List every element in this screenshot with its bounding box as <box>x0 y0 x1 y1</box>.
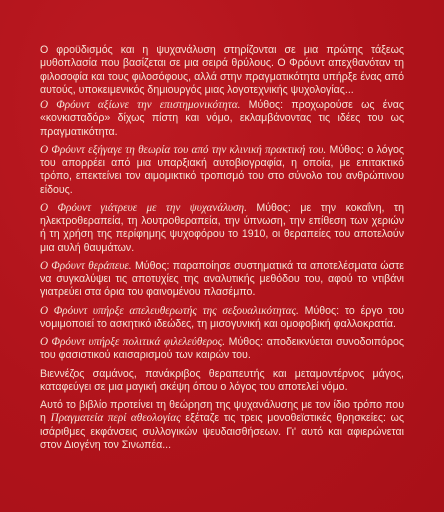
paragraph-myth-scientificity <box>40 99 404 139</box>
paragraph-lead: Ο Φρόυντ αξίωνε την επιστημονικότητα. <box>40 99 241 111</box>
paragraph-lead: Ο Φρόυντ υπήρξε πολιτικά φιλελεύθερος. <box>40 336 226 348</box>
paragraph-intro <box>40 44 404 97</box>
paragraph-lead: Ο Φρόυντ υπήρξε απελευθερωτής της σεξουαλικότητας. <box>40 304 299 317</box>
paragraph-myth-clinical-practice <box>40 144 404 197</box>
paragraph-lead: Ο Φρόυντ θεράπευε. <box>40 259 132 272</box>
paragraph-body: Μύθος: με την κοκαΐνη, τη ηλεκτροθεραπεία, τη λουτροθεραπεία, την ύπνωση, την επίθεση των χεριών ή τη χρήση της περίφημης ψυχοφόρου το 1910, οι θεραπείες του αποτελούν μια αυλή θαυμάτων. <box>40 201 405 254</box>
paragraph-body: Μύθος: προχωρούσε ως ένας «κονκισταδόρ» δίχως πίστη και νόμο, εκλαμβάνοντας τις ιδέες του ως πραγματικότητα. <box>40 99 404 138</box>
paragraph-conclusion <box>40 399 404 452</box>
paragraph-lead: Ο Φρόυντ γιάτρευε με την ψυχανάλυση. <box>40 201 247 214</box>
book-title-reference: Πραγματεία περί αθεολογίας <box>50 412 181 425</box>
paragraph-lead: Ο Φρόυντ εξήγαγε τη θεωρία του από την κλινική πρακτική του. <box>40 143 327 156</box>
paragraph-myth-political-liberal <box>40 336 404 363</box>
paragraph-myth-sexual-liberation <box>40 305 404 332</box>
paragraph-myth-therapy <box>40 260 404 300</box>
paragraph-body: Βιεννέζος σαμάνος, πανάκριβος θεραπευτής και μεταμοντέρνος μάγος, καταφεύγει σε μια μαγική σκέψη όπου ο λόγος του αποτελεί νόμο. <box>40 367 404 393</box>
paragraph-body: Ο φροϋδισμός και η ψυχανάλυση στηρίζονται σε μια πρώτης τάξεως μυθοπλασία που βασίζεται σε μια σειρά θρύλους. Ο Φρόυντ απεχθανόταν τη φιλοσοφία και τους φιλοσόφους, αλλά στην πραγματικότητα υπήρξε ένας από αυτούς, υποκειμενικός δημιουργός μιας λογοτεχνικής ψυχολογίας... <box>40 44 404 96</box>
paragraph-body: Μύθος: αποδεικνύεται συνοδοιπόρος του φασιστικού καισαρισμού των καιρών του. <box>40 336 404 362</box>
paragraph-body-continued: εξέταζε τις τρεις μονοθεϊστικές θρησκείες: ως ισάριθμες εκφάνσεις συλλογικών ψευδαισθήσεων. Γι' αυτό και αφιερώνεται στον Διογένη τον Σινωπέα... <box>40 412 404 451</box>
paragraph-myth-healing-by-psychoanalysis <box>40 202 404 255</box>
paragraph-body: Μύθος: παραποίησε συστηματικά τα αποτελέσματα ώστε να συγκαλύψει τις αποτυχίες της αναλυτικής μεθόδου του, αφού το ντιβάνι γιατρεύει στα όρια του φαινομένου πλασέμπο. <box>40 259 404 299</box>
paragraph-body: Μύθος: το έργο του νομιμοποιεί το ασκητικό ιδεώδες, τη μισογυνική και ομοφοβική φαλλοκρατία. <box>40 304 405 330</box>
paragraph-shaman <box>40 368 404 395</box>
paragraph-body: Αυτό το βιβλίο προτείνει τη θεώρηση της ψυχανάλυσης με τον ίδιο τρόπο που η <box>40 399 404 425</box>
paragraph-body: Μύθος: ο λόγος του απορρέει από μια υπαρξιακή αυτοβιογραφία, η οποία, με επιτακτικό τρόπο, επεκτείνει τον αιμομικτικό τροπισμό του στο σύνολο του ανθρώπινου είδους. <box>40 143 404 196</box>
